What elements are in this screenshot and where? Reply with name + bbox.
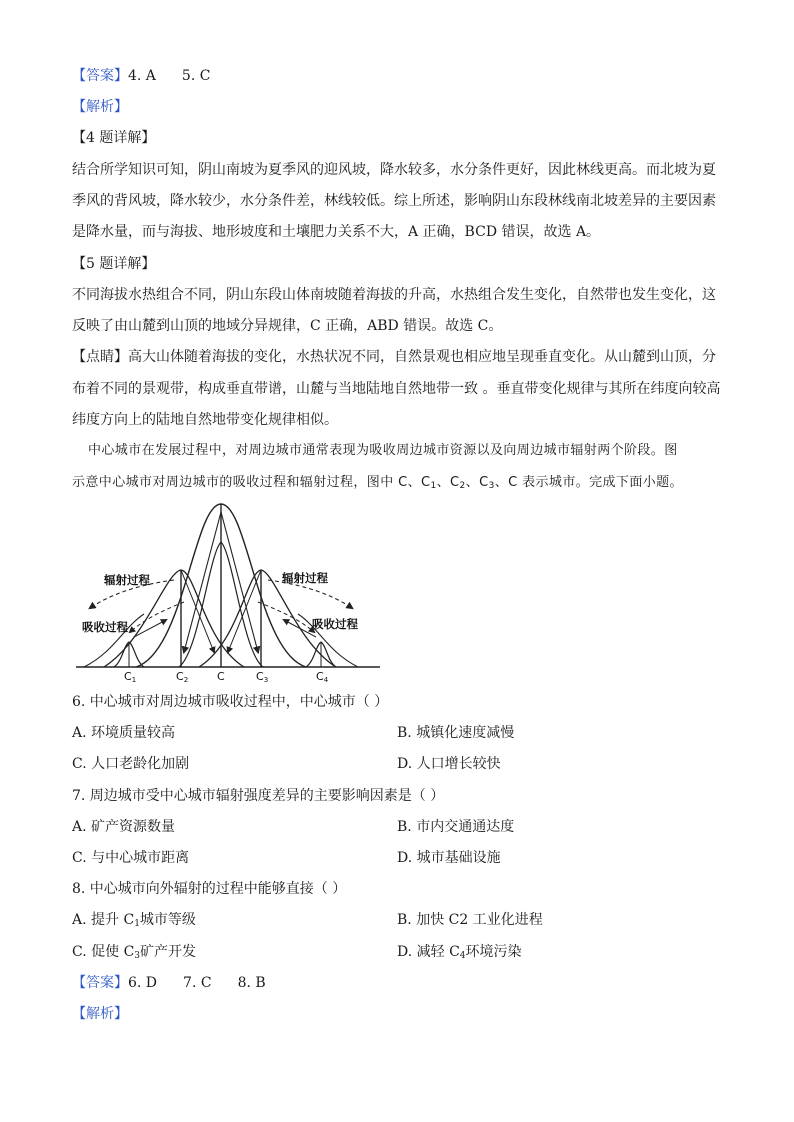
q7-option-b[interactable]: B. 市内交通通达度 xyxy=(397,819,515,835)
dianjing-line: 【点睛】高大山体随着海拔的变化，水热状况不同，自然景观也相应地呈现垂直变化。从山麓到山顶，分 xyxy=(72,349,716,365)
q6-option-d[interactable]: D. 人口增长较快 xyxy=(397,756,501,772)
radiation-arc-left-2 xyxy=(130,602,184,632)
q7-option-c[interactable]: C. 与中心城市距离 xyxy=(72,850,190,866)
answer-item: 8. B xyxy=(237,975,266,991)
answer-item: 4. A xyxy=(128,68,156,84)
city-label-c2: C2 xyxy=(176,670,189,682)
analysis-tag: 【解析】 xyxy=(72,1006,128,1022)
intro-text: 示意中心城市对周边城市的吸收过程和辐射过程，图中 C、$C_1$、$C_2$、$C_3$、C 表示城市。完成下面小题。 xyxy=(72,475,683,491)
city-diagram xyxy=(74,502,382,682)
q4-detail-text: 结合所学知识可知，阴山南坡为夏季风的迎风坡，降水较多，水分条件更好，因此林线更高。而北坡为夏 xyxy=(72,162,716,178)
city-label-c3: C3 xyxy=(256,670,269,682)
label-absorb-left: 吸收过程 xyxy=(82,620,128,634)
absorb-arrow-left xyxy=(134,620,166,637)
q5-detail-text: 不同海拔水热组合不同，阴山东段山体南坡随着海拔的升高，水热组合发生变化，自然带也发生变化，这 xyxy=(72,287,716,303)
city-label-c: C xyxy=(217,670,225,682)
q7-option-a[interactable]: A. 矿产资源数量 xyxy=(72,819,176,835)
q4-detail-tag: 【4 题详解】 xyxy=(72,130,156,146)
q8-option-d[interactable]: D. 减轻 $C_4$环境污染 xyxy=(397,944,522,961)
q6-option-a[interactable]: A. 环境质量较高 xyxy=(72,725,176,741)
intro-text: 中心城市在发展过程中，对周边城市通常表现为吸收周边城市资源以及向周边城市辐射两个阶段。图 xyxy=(88,443,678,458)
radiation-arc-right-2 xyxy=(258,602,314,632)
answer-tag: 【答案】 xyxy=(72,975,128,991)
answer-tag: 【答案】 xyxy=(72,68,128,84)
city-label-c1: C1 xyxy=(124,670,137,682)
q8-option-a[interactable]: A. 提升 $C_1$城市等级 xyxy=(72,912,196,929)
dianjing-text: 纬度方向上的陆地自然地带变化规律相似。 xyxy=(72,412,338,428)
dianjing-tag: 【点睛】 xyxy=(72,349,128,365)
label-absorb-right: 吸收过程 xyxy=(312,617,358,631)
q6-option-c[interactable]: C. 人口老龄化加剧 xyxy=(72,756,190,772)
q8-option-b[interactable]: B. 加快 C2 工业化进程 xyxy=(397,912,543,928)
arrow-central-to-c2 xyxy=(184,512,221,652)
q6-option-b[interactable]: B. 城镇化速度减慢 xyxy=(397,725,515,741)
q4-detail-text: 是降水量，而与海拔、地形坡度和土壤肥力关系不大，A 正确，BCD 错误，故选 A。 xyxy=(72,224,601,240)
question-8-stem: 8. 中心城市向外辐射的过程中能够直接（ ） xyxy=(72,881,347,897)
q4-detail-text: 季风的背风坡，降水较少，水分条件差，林线较低。综上所述，影响阴山东段林线南北坡差异的主要因素 xyxy=(72,193,716,209)
dianjing-text: 布着不同的景观带，构成垂直带谱，山麓与当地陆地自然地带一致 。垂直带变化规律与其所在纬度向较高 xyxy=(72,381,721,397)
answer-item: 5. C xyxy=(181,68,211,84)
q8-option-c[interactable]: C. 促使 $C_3$矿产开发 xyxy=(72,944,197,961)
city-label-c4: C4 xyxy=(316,670,329,682)
arrow-c3-to-center xyxy=(228,570,261,652)
q5-detail-tag: 【5 题详解】 xyxy=(72,256,156,272)
arrow-c2-to-center xyxy=(181,570,214,652)
label-radiation-left: 辐射过程 xyxy=(104,573,150,587)
question-6-stem: 6. 中心城市对周边城市吸收过程中，中心城市（ ） xyxy=(72,694,389,710)
answer-line-2 xyxy=(72,973,722,993)
label-radiation-right: 辐射过程 xyxy=(282,571,328,585)
answer-item: 7. C xyxy=(183,975,212,991)
analysis-tag: 【解析】 xyxy=(72,99,128,115)
q5-detail-text: 反映了由山麓到山顶的地域分异规律，C 正确，ABD 错误。故选 C。 xyxy=(72,318,503,334)
question-7-stem: 7. 周边城市受中心城市辐射强度差异的主要影响因素是（ ） xyxy=(72,788,445,804)
q7-option-d[interactable]: D. 城市基础设施 xyxy=(397,850,501,866)
answer-item: 6. D xyxy=(128,975,158,991)
answer-line-1 xyxy=(72,66,722,86)
arrow-central-to-c3 xyxy=(221,512,258,652)
